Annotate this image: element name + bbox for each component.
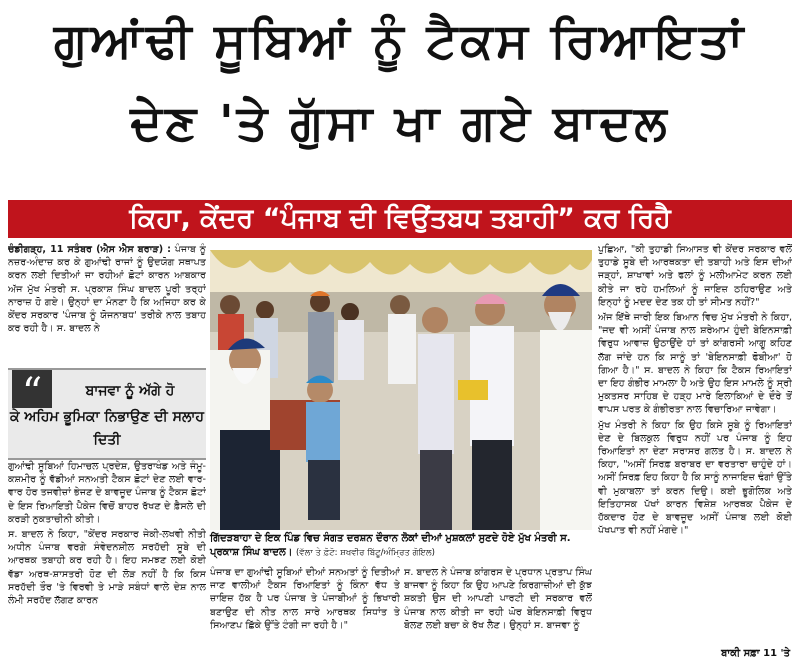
col2-paragraph-1: ਪੰਜਾਬ ਦਾ ਗੁਆਂਢੀ ਸੂਬਿਆਂ ਦੀਆਂ ਸਨਅਤਾਂ ਨੂੰ ਦਿਤੀਆਂ ਜਾਣ ਵਾਲੀਆਂ ਟੈਕਸ ਰਿਆਇਤਾਂ ਨੂੰ ਕਿੰਨਾ ਵੱਧ ਤੇ ਜ਼ਾਇਜ਼ ਹੱਕ ਹੈ ਪਰ ਪੰਜਾਬ ਤੇ ਪੰਜਾਬੀਆਂ ਨੂੰ ਭਿਖਾਰੀ ਬਣਾਉਣ ਦੀ ਨੀਤ ਨਾਲ ਸਾਰੇ ਆਰਥਕ ਸਿਧਾਂਤ ਤੇ ਸਿਆਣਪ ਛਿੱਕੇ ਉੱਤੇ ਟੰਗੀ ਜਾ ਰਹੀ ਹੈ।" <box>210 567 400 631</box>
headline-line-1: ਗੁਆਂਢੀ ਸੂਬਿਆਂ ਨੂੰ ਟੈਕਸ ਰਿਆਇਤਾਂ <box>53 13 747 69</box>
subheadline-banner: ਕਿਹਾ, ਕੇਂਦਰ “ਪੰਜਾਬ ਦੀ ਵਿਉਂਤਬਧ ਤਬਾਹੀ” ਕਰ ਰਿਹੈ <box>8 200 792 238</box>
continued-on-page: ਬਾਕੀ ਸਫ਼ਾ 11 'ਤੇ <box>721 648 790 659</box>
pull-quote-line-1: ਬਾਜਵਾ ਨੂੰ ਅੱਗੇ ਹੋ <box>85 383 175 399</box>
col1-paragraph-1: ਪੰਜਾਬ ਨੂੰ ਨਜ਼ਰ-ਅੰਦਾਜ਼ ਕਰ ਕੇ ਗੁਆਂਢੀ ਰਾਜਾਂ ਨੂੰ ਉਦਯੋਗ ਸਥਾਪਤ ਕਰਨ ਲਈ ਦਿਤੀਆਂ ਜਾ ਰਹੀਆਂ ਛੋਟਾਂ ਕਾਰਨ ਆਬਕਾਰ ਅੱਜ ਮੁੱਖ ਮੰਤਰੀ ਸ. ਪ੍ਰਕਾਸ਼ ਸਿੰਘ ਬਾਦਲ ਪੂਰੀ ਤਰ੍ਹਾਂ ਨਾਰਾਜ਼ ਹੋ ਗਏ। ਉਨ੍ਹਾਂ ਦਾ ਮੰਨਣਾ ਹੈ ਕਿ ਅਜਿਹਾ ਕਰ ਕੇ ਕੇਂਦਰ ਸਰਕਾਰ 'ਪੰਜਾਬ ਨੂੰ ਯੋਜਨਾਬਧ' ਤਰੀਕੇ ਨਾਲ ਤਬਾਹ ਕਰ ਰਹੀ ਹੈ। ਸ. ਬਾਦਲ ਨੇ <box>8 244 206 335</box>
article-column-3 <box>404 566 592 660</box>
col4-paragraph-1: ਪੁਛਿਆ, "ਕੀ ਤੁਹਾਡੀ ਸਿਆਸਤ ਵੀ ਕੇਂਦਰ ਸਰਕਾਰ ਵਲੋਂ ਤੁਹਾਡੇ ਸੂਬੇ ਦੀ ਆਰਥਕਤਾ ਦੀ ਤਬਾਹੀ ਅਤੇ ਇਸ ਦੀਆਂ ਜੜ੍ਹਾਂ, ਸ਼ਾਖਾਵਾਂ ਅਤੇ ਫਲਾਂ ਨੂੰ ਮਲੀਆਮੇਟ ਕਰਨ ਲਈ ਕੀਤੇ ਜਾ ਰਹੇ ਹਮਲਿਆਂ ਨੂੰ ਜਾਇਜ਼ ਠਹਿਰਾਉਣ ਅਤੇ ਇਨ੍ਹਾਂ ਨੂੰ ਮਦਦ ਦੇਣ ਤਕ ਹੀ ਤਾਂ ਸੀਮਤ ਨਹੀਂ?" <box>598 244 792 308</box>
article-column-1-top <box>8 243 206 366</box>
col1-paragraph-3: ਸ. ਬਾਦਲ ਨੇ ਕਿਹਾ, "ਕੇਂਦਰ ਸਰਕਾਰ ਜੇਕੀ-ਲਖਵੀ ਨੀਤੀ ਅਧੀਨ ਪੰਜਾਬ ਵਰਗੇ ਸੰਵੇਦਨਸ਼ੀਲ ਸਰਹੱਦੀ ਸੂਬੇ ਦੀ ਆਰਥਕ ਤਬਾਹੀ ਕਰ ਰਹੀ ਹੈ। ਇਹ ਸਮਝਣ ਲਈ ਕੋਈ ਵੱਡਾ ਅਰਥ-ਸ਼ਾਸਤਰੀ ਹੋਣ ਦੀ ਲੋੜ ਨਹੀਂ ਹੈ ਕਿ ਕਿਸ ਸਰਹੱਦੀ ਤੌਰ 'ਤੇ ਵਿਰਵੀ ਤੇ ਮਾੜੇ ਸਬੰਧਾਂ ਵਾਲੇ ਦੇਸ਼ ਨਾਲ ਲੰਮੀ ਸਰਹੱਦ ਲੱਗਣ ਕਾਰਨ <box>8 529 206 607</box>
col1-paragraph-2: ਗੁਆਂਢੀ ਸੂਬਿਆਂ ਹਿਮਾਚਲ ਪ੍ਰਦੇਸ਼, ਉਤਰਾਖੰਡ ਅਤੇ ਜੰਮੂ-ਕਸ਼ਮੀਰ ਨੂੰ ਵੱਡੀਆਂ ਸਨਅਤੀ ਟੈਕਸ ਛੋਟਾਂ ਦੇਣ ਲਈ ਵਾਰ-ਵਾਰ ਹੋਰ ਤਜਵੀਜ਼ਾਂ ਭੇਜਣ ਦੇ ਬਾਵਜੂਦ ਪੰਜਾਬ ਨੂੰ ਟੈਕਸ ਛੋਟਾਂ ਦੇ ਇਸ ਰਿਆਇਤੀ ਪੈਕੇਜ ਵਿਚੋਂ ਬਾਹਰ ਰੱਖਣ ਦੇ ਫ਼ੈਸਲੇ ਦੀ ਕਰੜੀ ਨੁਕਤਾਚੀਨੀ ਕੀਤੀ। <box>8 461 206 525</box>
photo-caption-text: ਗਿੱਦੜਬਾਹਾ ਦੇ ਇਕ ਪਿੰਡ ਵਿਚ ਸੰਗਤ ਦਰਸ਼ਨ ਦੌਰਾਨ ਲੋਕਾਂ ਦੀਆਂ ਮੁਸ਼ਕਲਾਂ ਸੁਣਦੇ ਹੋਏ ਮੁੱਖ ਮੰਤਰੀ ਸ. ਪ੍ਰਕਾਸ਼ ਸਿੰਘ ਬਾਦਲ। <box>210 533 571 558</box>
dateline: ਚੰਡੀਗੜ੍ਹ, 11 ਸਤੰਬਰ (ਐਸ ਐਸ ਬਰਾੜ) : <box>8 244 172 255</box>
pull-quote-line-2: ਕੇ ਅਹਿਮ ਭੂਮਿਕਾ ਨਿਭਾਉਣ ਦੀ ਸਲਾਹ ਦਿਤੀ <box>9 409 205 448</box>
article-column-4 <box>598 243 792 643</box>
col3-paragraph-1: ਸ. ਬਾਦਲ ਨੇ ਪੰਜਾਬ ਕਾਂਗਰਸ ਦੇ ਪ੍ਰਧਾਨ ਪ੍ਰਤਾਪ ਸਿੰਘ ਬਾਜਵਾ ਨੂੰ ਕਿਹਾ ਕਿ ਉਹ ਆਪਣੇ ਕਿਰਗਾਜ਼ੀਆਂ ਦੀ ਕੁੱਝ ਸ਼ਕਤੀ ਉਸ ਦੀ ਆਪਣੀ ਪਾਰਟੀ ਦੀ ਸਰਕਾਰ ਵਲੋਂ ਪੰਜਾਬ ਨਾਲ ਕੀਤੀ ਜਾ ਰਹੀ ਘੋਰ ਬੇਇਨਸਾਫ਼ੀ ਵਿਰੁਧ ਬੋਲਣ ਲਈ ਬਚਾ ਕੇ ਰੱਖ ਲੈਣ। ਉਨ੍ਹਾਂ ਸ. ਬਾਜਵਾ ਨੂੰ <box>404 567 592 631</box>
photo-credit: (ਵੱਲਾ ਤੇ ਫ਼ੋਟੋ: ਸ਼ਖਵੀਰ ਬਿੱਟੂ/ਅੰਮ੍ਰਿਤ ਗੋਇਲ) <box>295 548 435 558</box>
article-column-2 <box>210 566 400 660</box>
quote-icon: “ <box>12 370 52 408</box>
col4-paragraph-2: ਅੱਜ ਇੱਥੇ ਜਾਰੀ ਇਕ ਬਿਆਨ ਵਿਚ ਮੁੱਖ ਮੰਤਰੀ ਨੇ ਕਿਹਾ, "ਜਦ ਵੀ ਅਸੀਂ ਪੰਜਾਬ ਨਾਲ ਸ਼ਰੇਆਮ ਹੁੰਦੀ ਬੇਇਨਸਾਫ਼ੀ ਵਿਰੁਧ ਆਵਾਜ਼ ਉਠਾਉਂਦੇ ਹਾਂ ਤਾਂ ਕਾਂਗਰਸੀ ਆਗੂ ਕਹਿਣ ਲੱਗ ਜਾਂਦੇ ਹਨ ਕਿ ਸਾਨੂੰ ਤਾਂ 'ਬੇਇਨਸਾਫ਼ੀ ਫੋਬੀਆ' ਹੋ ਗਿਆ ਹੈ।" ਸ. ਬਾਦਲ ਨੇ ਕਿਹਾ ਕਿ ਟੈਕਸ ਰਿਆਇਤਾਂ ਦਾ ਇਹ ਗੰਭੀਰ ਮਾਮਲਾ ਹੈ ਅਤੇ ਉਹ ਇਸ ਮਾਮਲੇ ਨੂੰ ਸ੍ਰੀ ਮੁਕਤਸਰ ਸਾਹਿਬ ਦੇ ਹੜ੍ਹ ਮਾਰੇ ਇਲਾਕਿਆਂ ਦੇ ਦੌਰੇ ਤੋਂ ਵਾਪਸ ਪਰਤ ਕੇ ਗੰਭੀਰਤਾ ਨਾਲ ਵਿਚਾਰਿਆ ਜਾਵੇਗਾ। <box>598 312 792 416</box>
headline-line-2: ਦੇਣ 'ਤੇ ਗੁੱਸਾ ਖਾ ਗਏ ਬਾਦਲ <box>130 95 670 151</box>
photo-caption <box>210 532 592 560</box>
col4-paragraph-3: ਮੁੱਖ ਮੰਤਰੀ ਨੇ ਕਿਹਾ ਕਿ ਉਹ ਕਿਸੇ ਸੂਬੇ ਨੂੰ ਰਿਆਇਤਾਂ ਦੇਣ ਦੇ ਬਿਲਕੁਲ ਵਿਰੁਧ ਨਹੀਂ ਪਰ ਪੰਜਾਬ ਨੂੰ ਇਹ ਰਿਆਇਤਾਂ ਨਾ ਦੇਣਾ ਸਰਾਸਰ ਗਲਤ ਹੈ। ਸ. ਬਾਦਲ ਨੇ ਕਿਹਾ, "ਅਸੀਂ ਸਿਰਫ਼ ਬਰਾਬਰ ਦਾ ਵਰਤਾਰਾ ਚਾਹੁੰਦੇ ਹਾਂ। ਅਸੀਂ ਸਿਰਫ਼ ਇਹ ਕਿਹਾ ਹੈ ਕਿ ਸਾਨੂੰ ਨਾਜਾਇਜ਼ ਢੰਗਾਂ ਉੱਤੇ ਵੀ ਮੁਕਾਬਲਾ ਤਾਂ ਕਰਨ ਦਿਉ। ਕਈ ਭੂਗੋਲਿਕ ਅਤੇ ਇਤਿਹਾਸਕ ਪੱਖਾਂ ਕਾਰਨ ਵਿਸ਼ੇਸ਼ ਆਰਥਕ ਪੈਕੇਜ ਦੇ ਹੱਕਦਾਰ ਹੋਣ ਦੇ ਬਾਵਜੂਦ ਅਸੀਂ ਪੰਜਾਬ ਲਈ ਕੋਈ ਪੱਖਪਾਤ ਵੀ ਨਹੀਂ ਮੰਗਦੇ।" <box>598 419 792 537</box>
pull-quote-box <box>8 368 206 460</box>
news-photo <box>210 250 592 530</box>
article-column-1-bottom <box>8 460 206 660</box>
